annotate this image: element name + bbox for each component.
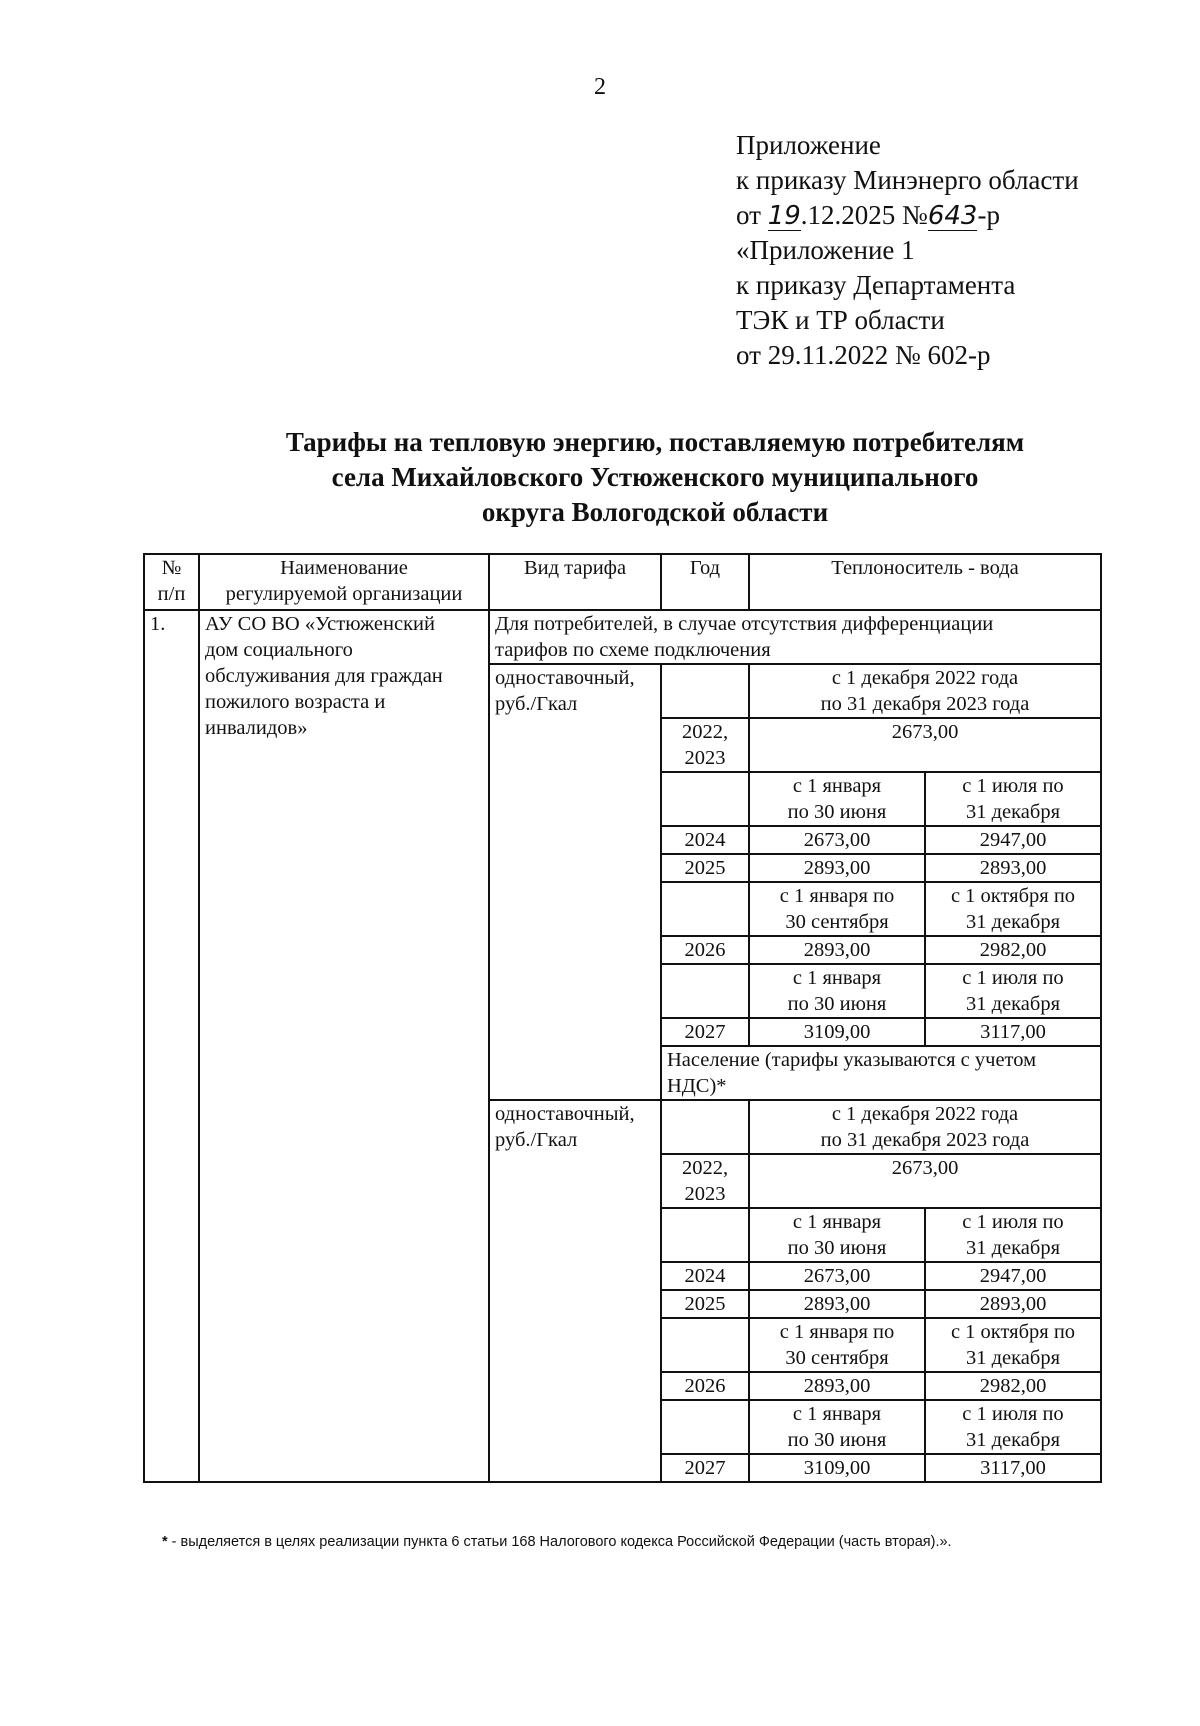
value-cell: 2893,00 bbox=[925, 854, 1101, 882]
value-cell: 3109,00 bbox=[749, 1454, 925, 1482]
value-cell: 2673,00 bbox=[749, 826, 925, 854]
value-cell: 2893,00 bbox=[749, 1290, 925, 1318]
header-organization: Наименование регулируемой организации bbox=[199, 554, 489, 610]
period-cell: с 1 января по 30 июня bbox=[749, 1208, 925, 1262]
table-header-row bbox=[144, 554, 1101, 610]
year-cell: 2022, 2023 bbox=[661, 1154, 749, 1208]
appendix-line: к приказу Департамента bbox=[736, 270, 1016, 300]
header-tariff-type: Вид тарифа bbox=[489, 554, 661, 610]
appendix-date-mid: .12.2025 № bbox=[800, 200, 928, 230]
value-cell: 2982,00 bbox=[925, 936, 1101, 964]
year-cell: 2024 bbox=[661, 1262, 749, 1290]
tariff-table bbox=[143, 553, 1102, 1483]
appendix-date-line bbox=[736, 198, 1079, 233]
value-cell: 2947,00 bbox=[925, 1262, 1101, 1290]
page-number: 2 bbox=[594, 74, 606, 100]
appendix-line: к приказу Минэнерго области bbox=[736, 165, 1079, 195]
header-heat-carrier: Теплоноситель - вода bbox=[749, 554, 1101, 610]
value-cell: 2893,00 bbox=[925, 1290, 1101, 1318]
handwritten-order-number: 643 bbox=[927, 201, 978, 231]
value-cell: 3109,00 bbox=[749, 1018, 925, 1046]
appendix-line: Приложение bbox=[736, 130, 881, 160]
appendix-date-suffix: -р bbox=[977, 200, 1000, 230]
period-cell: с 1 декабря 2022 года по 31 декабря 2023 года bbox=[749, 1100, 1101, 1154]
footnote bbox=[162, 1534, 952, 1550]
year-cell: 2026 bbox=[661, 1372, 749, 1400]
footnote-text: - выделяется в целях реализации пункта 6 статьи 168 Налогового кодекса Российской Федерации (часть вторая).». bbox=[171, 1534, 952, 1550]
value-cell: 2673,00 bbox=[749, 1262, 925, 1290]
appendix-date-prefix: от bbox=[736, 200, 768, 230]
period-cell: с 1 января по 30 июня bbox=[749, 1400, 925, 1454]
appendix-line: от 29.11.2022 № 602-р bbox=[736, 340, 991, 370]
year-cell: 2027 bbox=[661, 1018, 749, 1046]
footnote-star: * bbox=[162, 1534, 172, 1550]
value-cell: 2673,00 bbox=[749, 1154, 1101, 1208]
period-cell: с 1 декабря 2022 года по 31 декабря 2023 года bbox=[749, 664, 1101, 718]
period-cell: с 1 января по 30 сентября bbox=[749, 882, 925, 936]
period-cell: с 1 октября по 31 декабря bbox=[925, 882, 1101, 936]
period-cell: с 1 января по 30 сентября bbox=[749, 1318, 925, 1372]
year-cell: 2025 bbox=[661, 854, 749, 882]
row-number: 1. bbox=[144, 610, 199, 1482]
period-cell: с 1 июля по 31 декабря bbox=[925, 964, 1101, 1018]
period-cell: с 1 июля по 31 декабря bbox=[925, 1400, 1101, 1454]
header-number: № п/п bbox=[144, 554, 199, 610]
title-line: округа Вологодской области bbox=[481, 497, 829, 527]
period-cell: с 1 января по 30 июня bbox=[749, 772, 925, 826]
title-line: села Михайловского Устюженского муниципального bbox=[331, 462, 979, 492]
tariff-type: одноставочный, руб./Гкал bbox=[489, 664, 661, 1100]
period-cell: с 1 июля по 31 декабря bbox=[925, 772, 1101, 826]
table-row bbox=[144, 610, 1101, 664]
value-cell: 3117,00 bbox=[925, 1018, 1101, 1046]
value-cell: 2673,00 bbox=[749, 718, 1101, 772]
year-cell: 2025 bbox=[661, 1290, 749, 1318]
handwritten-day: 19 bbox=[767, 201, 801, 231]
consumer-group-header: Население (тарифы указываются с учетом НДС)* bbox=[661, 1046, 1101, 1100]
period-cell: с 1 октября по 31 декабря bbox=[925, 1318, 1101, 1372]
year-cell: 2024 bbox=[661, 826, 749, 854]
appendix-line: ТЭК и ТР области bbox=[736, 305, 945, 335]
value-cell: 2893,00 bbox=[749, 1372, 925, 1400]
value-cell: 2893,00 bbox=[749, 854, 925, 882]
title-line: Тарифы на тепловую энергию, поставляемую потребителям bbox=[285, 427, 1025, 457]
appendix-line: «Приложение 1 bbox=[736, 235, 915, 265]
tariff-type: одноставочный, руб./Гкал bbox=[489, 1100, 661, 1482]
value-cell: 2947,00 bbox=[925, 826, 1101, 854]
period-cell: с 1 января по 30 июня bbox=[749, 964, 925, 1018]
value-cell: 2893,00 bbox=[749, 936, 925, 964]
year-cell: 2022, 2023 bbox=[661, 718, 749, 772]
consumer-group-header: Для потребителей, в случае отсутствия дифференциации тарифов по схеме подключения bbox=[489, 610, 1101, 664]
organization-name: АУ СО ВО «Устюженский дом социального обслуживания для граждан пожилого возраста и инвалидов» bbox=[199, 610, 489, 1482]
header-year: Год bbox=[661, 554, 749, 610]
value-cell: 3117,00 bbox=[925, 1454, 1101, 1482]
document-title bbox=[0, 425, 1200, 530]
value-cell: 2982,00 bbox=[925, 1372, 1101, 1400]
year-cell: 2027 bbox=[661, 1454, 749, 1482]
year-cell: 2026 bbox=[661, 936, 749, 964]
period-cell: с 1 июля по 31 декабря bbox=[925, 1208, 1101, 1262]
appendix-reference bbox=[736, 128, 1079, 373]
